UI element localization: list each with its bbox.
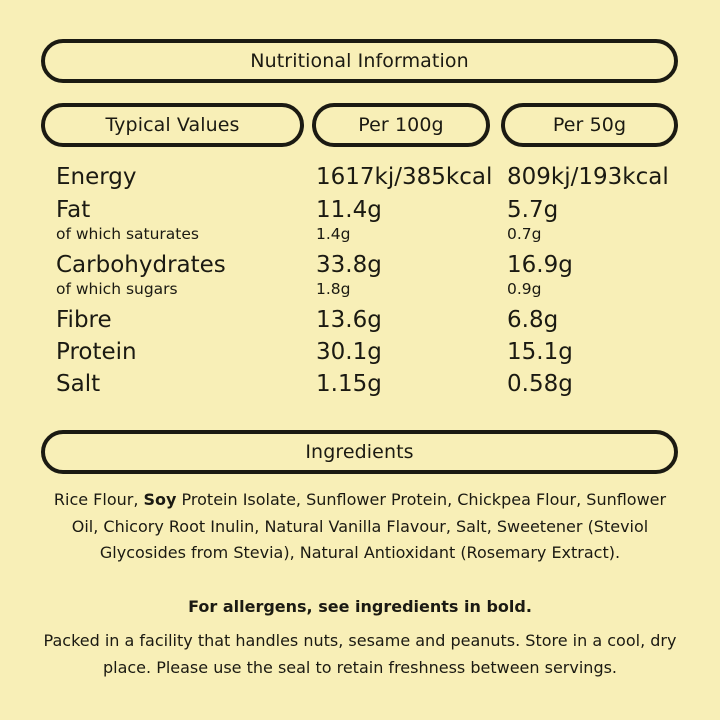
- nutrient-label: Carbohydrates: [56, 252, 226, 278]
- value-per-100g: 33.8g: [316, 252, 382, 278]
- header-per-50g: [501, 103, 678, 147]
- nutrient-label: Protein: [56, 339, 137, 365]
- nutrition-title: Nutritional Information: [250, 50, 469, 72]
- value-per-50g: 0.9g: [507, 280, 542, 298]
- storage-note: Packed in a facility that handles nuts, sesame and peanuts. Store in a cool, dry place. Please use the seal to retain freshness between servings.: [43, 631, 677, 677]
- nutrient-label: Energy: [56, 164, 137, 190]
- value-per-100g: 1617kj/385kcal: [316, 164, 493, 190]
- header-per-100g: [312, 103, 490, 147]
- value-per-100g: 13.6g: [316, 307, 382, 333]
- ingredients-text-start: Rice Flour,: [53, 490, 144, 509]
- allergen-note: For allergens, see ingredients in bold.: [188, 597, 532, 616]
- value-per-100g: 1.8g: [316, 280, 351, 298]
- value-per-100g: 11.4g: [316, 197, 382, 223]
- value-per-50g: 0.58g: [507, 371, 573, 397]
- allergen-soy: Soy: [143, 490, 177, 509]
- value-per-50g: 809kj/193kcal: [507, 164, 669, 190]
- value-per-50g: 15.1g: [507, 339, 573, 365]
- header-per-50g-label: Per 50g: [552, 114, 627, 136]
- header-per-100g-label: Per 100g: [358, 114, 444, 136]
- value-per-50g: 0.7g: [507, 225, 542, 243]
- ingredients-text-rest: Protein Isolate, Sunflower Protein, Chickpea Flour, Sunflower Oil, Chicory Root Inulin, Natural Vanilla Flavour, Salt, Sweetener (Steviol Glycosides from Stevia), Natural Antioxidant (Rosemary Extract).: [71, 490, 667, 562]
- nutrient-sublabel: of which sugars: [56, 280, 178, 298]
- ingredients-title: Ingredients: [305, 441, 414, 463]
- ingredients-title-pill: [41, 430, 678, 474]
- header-typical-values: [41, 103, 304, 147]
- value-per-100g: 1.15g: [316, 371, 382, 397]
- nutrient-label: Fibre: [56, 307, 112, 333]
- nutrient-label: Salt: [56, 371, 101, 397]
- value-per-50g: 6.8g: [507, 307, 559, 333]
- nutrient-label: Fat: [56, 197, 91, 223]
- value-per-50g: 16.9g: [507, 252, 573, 278]
- nutrition-title-pill: [41, 39, 678, 83]
- ingredients-list: [40, 487, 680, 567]
- value-per-50g: 5.7g: [507, 197, 559, 223]
- value-per-100g: 30.1g: [316, 339, 382, 365]
- value-per-100g: 1.4g: [316, 225, 351, 243]
- header-typical-values-label: Typical Values: [105, 114, 240, 136]
- nutrient-sublabel: of which saturates: [56, 225, 199, 243]
